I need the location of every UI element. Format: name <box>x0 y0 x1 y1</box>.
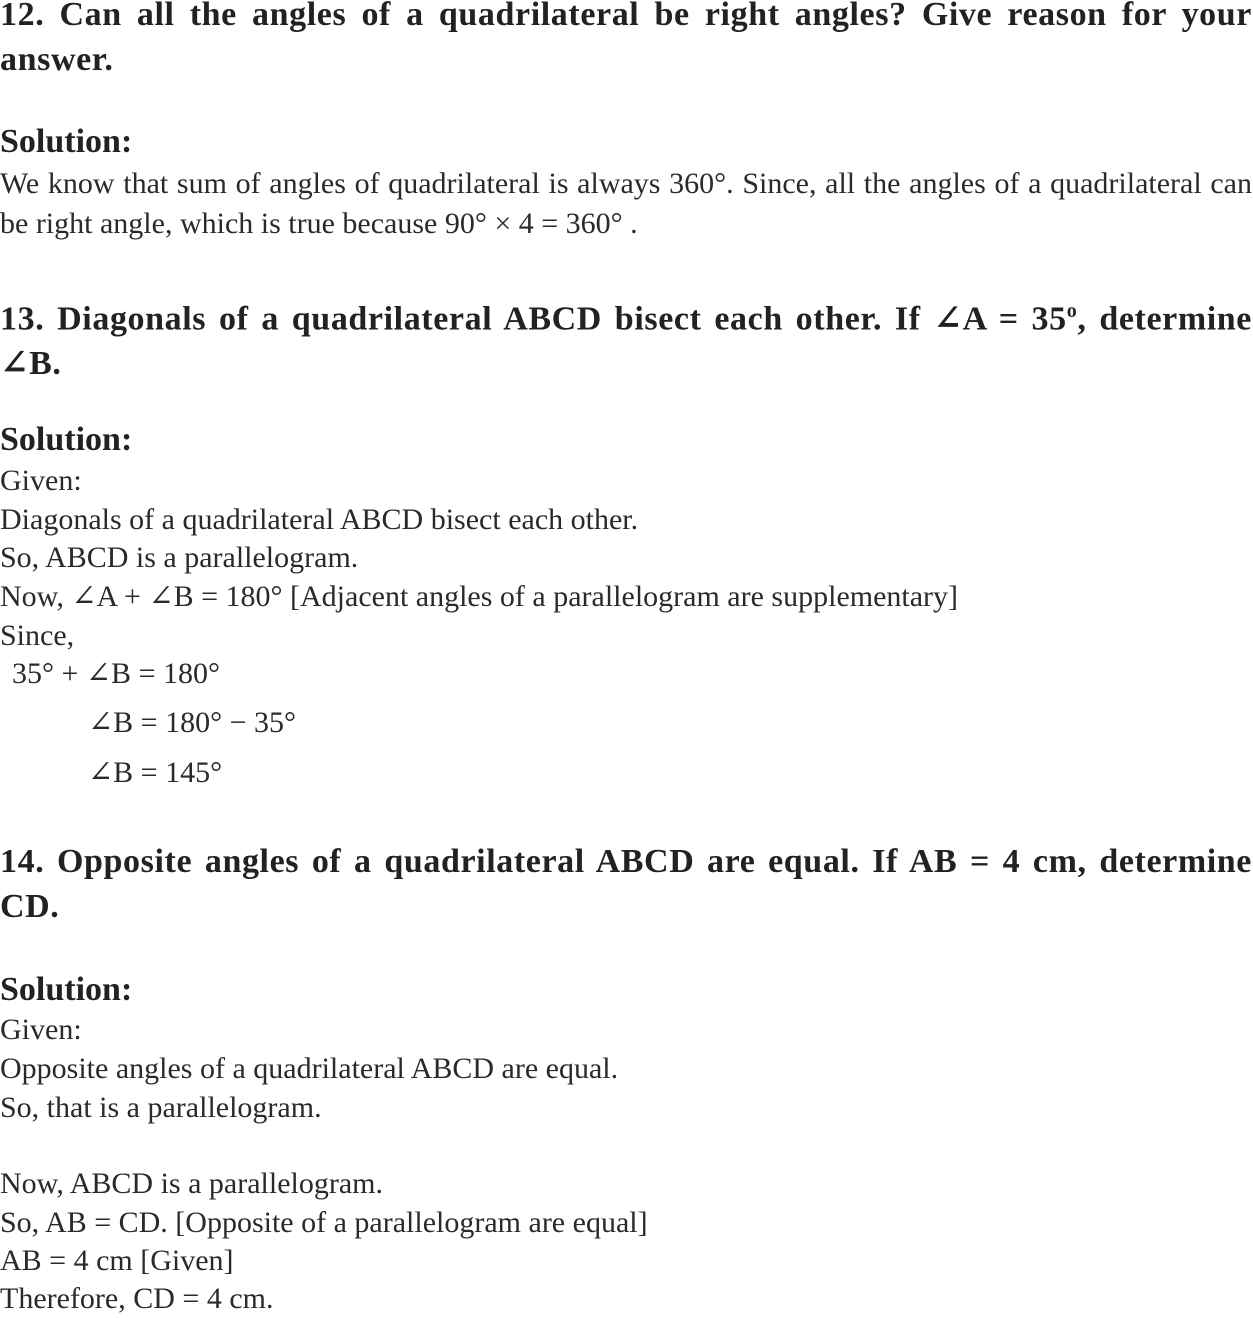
question-13-line-parallelogram: So, ABCD is a parallelogram. <box>0 541 359 574</box>
question-14-line-abcd-parallelogram: Now, ABCD is a parallelogram. <box>0 1167 383 1200</box>
question-13-line-given: Given: <box>0 464 82 497</box>
question-13-heading-part1: 13. Diagonals of a quadrilateral ABCD bisect each other. If ∠A = 35 <box>0 300 1067 338</box>
question-13-equation-3: ∠B = 145° <box>88 756 223 789</box>
question-14-line-given: Given: <box>0 1013 82 1046</box>
question-14-line-parallelogram: So, that is a parallelogram. <box>0 1091 322 1124</box>
question-13-heading-part2: , determine ∠B. <box>0 300 1252 383</box>
question-13-heading <box>0 289 1252 386</box>
question-14-line-ab-equals-cd: So, AB = CD. [Opposite of a parallelogram are equal] <box>0 1206 648 1239</box>
question-13-line-supplementary: Now, ∠A + ∠B = 180° [Adjacent angles of a parallelogram are supplementary] <box>0 580 959 613</box>
question-14-line-conclusion: Therefore, CD = 4 cm. <box>0 1282 274 1315</box>
question-14-line-opposite-angles: Opposite angles of a quadrilateral ABCD are equal. <box>0 1052 619 1085</box>
question-13-degree-sup: o <box>1066 300 1078 322</box>
question-13-equation-1: 35° + ∠B = 180° <box>12 657 220 690</box>
question-13-line-diagonals: Diagonals of a quadrilateral ABCD bisect each other. <box>0 503 639 536</box>
question-12-heading: 12. Can all the angles of a quadrilateral be right angles? Give reason for your answer. <box>0 0 1252 78</box>
question-14-heading: 14. Opposite angles of a quadrilateral ABCD are equal. If AB = 4 cm, determine CD. <box>0 843 1252 925</box>
question-12-answer: We know that sum of angles of quadrilateral is always 360°. Since, all the angles of a quadrilateral can be right angle, which is true because 90° × 4 = 360° . <box>0 167 1252 240</box>
question-13-equation-2: ∠B = 180° − 35° <box>88 706 296 739</box>
question-13-solution-heading: Solution: <box>0 421 133 458</box>
question-13-line-since: Since, <box>0 619 75 652</box>
question-14-line-ab-given: AB = 4 cm [Given] <box>0 1244 234 1277</box>
question-14-solution-heading: Solution: <box>0 971 133 1008</box>
question-12-solution-heading: Solution: <box>0 123 133 160</box>
